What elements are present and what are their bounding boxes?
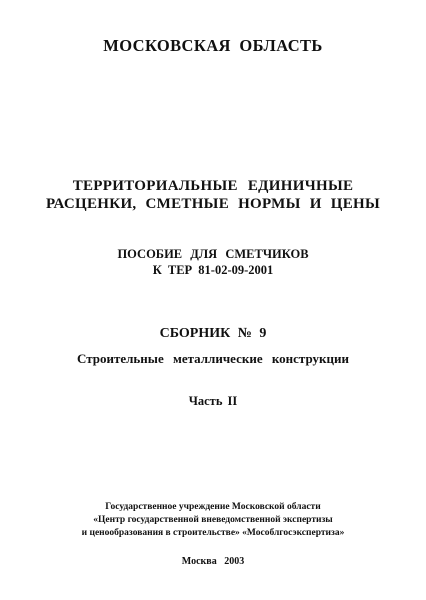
- guide-title-line-2: К ТЕР 81-02-09-2001: [152, 263, 274, 277]
- city-year: Москва 2003: [181, 556, 245, 567]
- guide-title-line-1: ПОСОБИЕ ДЛЯ СМЕТЧИКОВ: [117, 247, 309, 261]
- document-title-line-1: ТЕРРИТОРИАЛЬНЫЕ ЕДИНИЧНЫЕ: [72, 178, 354, 194]
- collection-number: СБОРНИК № 9: [159, 326, 267, 341]
- publisher-line-3: и ценообразования в строительстве» «Мособлгосэкспертиза»: [81, 528, 345, 538]
- region-heading: МОСКОВСКАЯ ОБЛАСТЬ: [103, 36, 323, 55]
- publisher-line-1: Государственное учреждение Московской области: [105, 502, 321, 512]
- document-title-line-2: РАСЦЕНКИ, СМЕТНЫЕ НОРМЫ И ЦЕНЫ: [45, 196, 381, 212]
- publisher-line-2: «Центр государственной вневедомственной экспертизы: [93, 515, 333, 525]
- collection-part: Часть II: [188, 394, 238, 408]
- collection-subject: Строительные металлические конструкции: [77, 351, 349, 366]
